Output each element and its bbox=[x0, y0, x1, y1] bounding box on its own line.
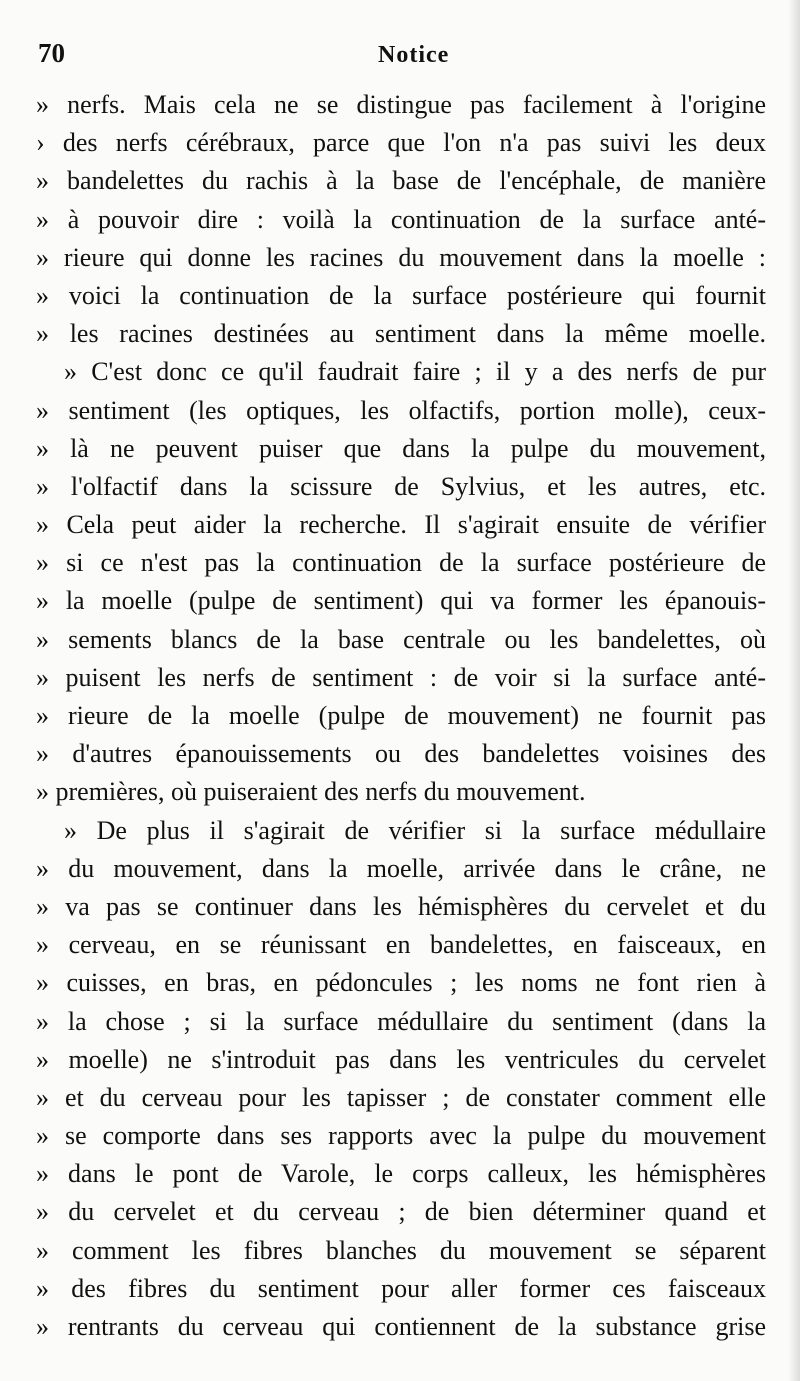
text-line: » à pouvoir dire : voilà la continuation de la surface anté- bbox=[36, 204, 766, 234]
text-line: » rieure qui donne les racines du mouvement dans la moelle : bbox=[36, 242, 766, 272]
text-line: » comment les fibres blanches du mouvement se séparent bbox=[36, 1235, 766, 1265]
body-text bbox=[36, 86, 766, 1346]
text-line: » du mouvement, dans la moelle, arrivée dans le crâne, ne bbox=[36, 853, 766, 883]
text-line: » du cervelet et du cerveau ; de bien déterminer quand et bbox=[36, 1197, 766, 1227]
text-line: » sentiment (les optiques, les olfactifs, portion molle), ceux- bbox=[36, 395, 766, 425]
running-head: Notice bbox=[378, 42, 450, 68]
text-line: » se comporte dans ses rapports avec la pulpe du mouvement bbox=[36, 1121, 766, 1151]
text-line: » si ce n'est pas la continuation de la surface postérieure de bbox=[36, 548, 766, 578]
text-line: › des nerfs cérébraux, parce que l'on n'a pas suivi les deux bbox=[36, 128, 766, 158]
text-line: » Cela peut aider la recherche. Il s'agirait ensuite de vérifier bbox=[36, 510, 766, 540]
text-line: » la moelle (pulpe de sentiment) qui va former les épanouis- bbox=[36, 586, 766, 616]
text-line: » cerveau, en se réunissant en bandelettes, en faisceaux, en bbox=[36, 930, 766, 960]
text-line: » sements blancs de la base centrale ou les bandelettes, où bbox=[36, 624, 766, 654]
text-line: » et du cerveau pour les tapisser ; de constater comment elle bbox=[36, 1082, 766, 1112]
text-line: » moelle) ne s'introduit pas dans les ventricules du cervelet bbox=[36, 1044, 766, 1074]
text-line: » puisent les nerfs de sentiment : de voir si la surface anté- bbox=[36, 662, 766, 692]
text-line: » cuisses, en bras, en pédoncules ; les noms ne font rien à bbox=[36, 968, 766, 998]
page-edge-shadow bbox=[788, 0, 800, 1381]
text-line: » De plus il s'agirait de vérifier si la surface médullaire bbox=[64, 815, 766, 845]
text-line: » là ne peuvent puiser que dans la pulpe du mouvement, bbox=[36, 433, 766, 463]
text-line: » l'olfactif dans la scissure de Sylvius, et les autres, etc. bbox=[36, 471, 766, 501]
text-line: » va pas se continuer dans les hémisphères du cervelet et du bbox=[36, 891, 766, 921]
text-line: » d'autres épanouissements ou des bandelettes voisines des bbox=[36, 739, 766, 769]
text-line: » premières, où puiseraient des nerfs du mouvement. bbox=[36, 777, 586, 807]
text-line: » rieure de la moelle (pulpe de mouvement) ne fournit pas bbox=[36, 701, 766, 730]
text-line: » nerfs. Mais cela ne se distingue pas facilement à l'origine bbox=[36, 90, 766, 119]
page-number: 70 bbox=[38, 38, 65, 68]
text-line: » voici la continuation de la surface postérieure qui fournit bbox=[36, 280, 766, 310]
page-header bbox=[38, 38, 758, 78]
text-line: » la chose ; si la surface médullaire du sentiment (dans la bbox=[36, 1006, 766, 1036]
text-line: » les racines destinées au sentiment dans la même moelle. bbox=[36, 319, 766, 349]
text-line: » dans le pont de Varole, le corps calleux, les hémisphères bbox=[36, 1159, 766, 1189]
text-line: » bandelettes du rachis à la base de l'encéphale, de manière bbox=[36, 166, 766, 196]
text-line: » des fibres du sentiment pour aller former ces faisceaux bbox=[36, 1273, 766, 1303]
text-line: » C'est donc ce qu'il faudrait faire ; il y a des nerfs de pur bbox=[64, 357, 766, 387]
text-line: » rentrants du cerveau qui contiennent de la substance grise bbox=[36, 1312, 766, 1341]
